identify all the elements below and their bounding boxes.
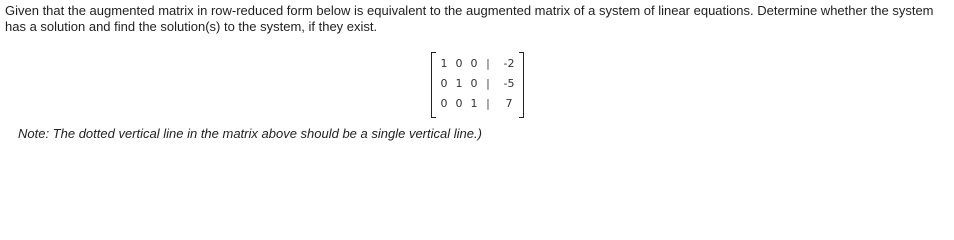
matrix-row-3 — [437, 94, 519, 114]
augment-separator: | — [486, 97, 490, 110]
matrix-cell: 0 — [440, 97, 448, 110]
matrix-cell: 0 — [440, 77, 448, 90]
augment-separator: | — [486, 57, 490, 70]
matrix-row-1 — [437, 54, 519, 74]
matrix-body — [437, 52, 519, 116]
matrix-right-bracket — [519, 52, 524, 118]
matrix-cell: 0 — [470, 57, 478, 70]
augment-separator: | — [486, 77, 490, 90]
matrix-left-bracket — [431, 52, 436, 118]
question-text: Given that the augmented matrix in row-reduced form below is equivalent to the augmented matrix of a system of linear equations. Determine whether the system has a solution and find the solution(s) to the system, if they exist. — [5, 3, 934, 34]
augmented-matrix — [431, 52, 524, 117]
matrix-rhs-cell: 7 — [505, 97, 513, 110]
matrix-cell: 0 — [455, 57, 463, 70]
matrix-cell: 0 — [470, 77, 478, 90]
matrix-rhs-cell: -5 — [503, 77, 515, 90]
matrix-cell: 1 — [440, 57, 448, 70]
note-text: Note: The dotted vertical line in the matrix above should be a single vertical line.) — [18, 126, 482, 141]
matrix-row-2 — [437, 74, 519, 94]
matrix-cell: 1 — [455, 77, 463, 90]
matrix-cell: 1 — [470, 97, 478, 110]
matrix-rhs-cell: -2 — [503, 57, 515, 70]
matrix-cell: 0 — [455, 97, 463, 110]
